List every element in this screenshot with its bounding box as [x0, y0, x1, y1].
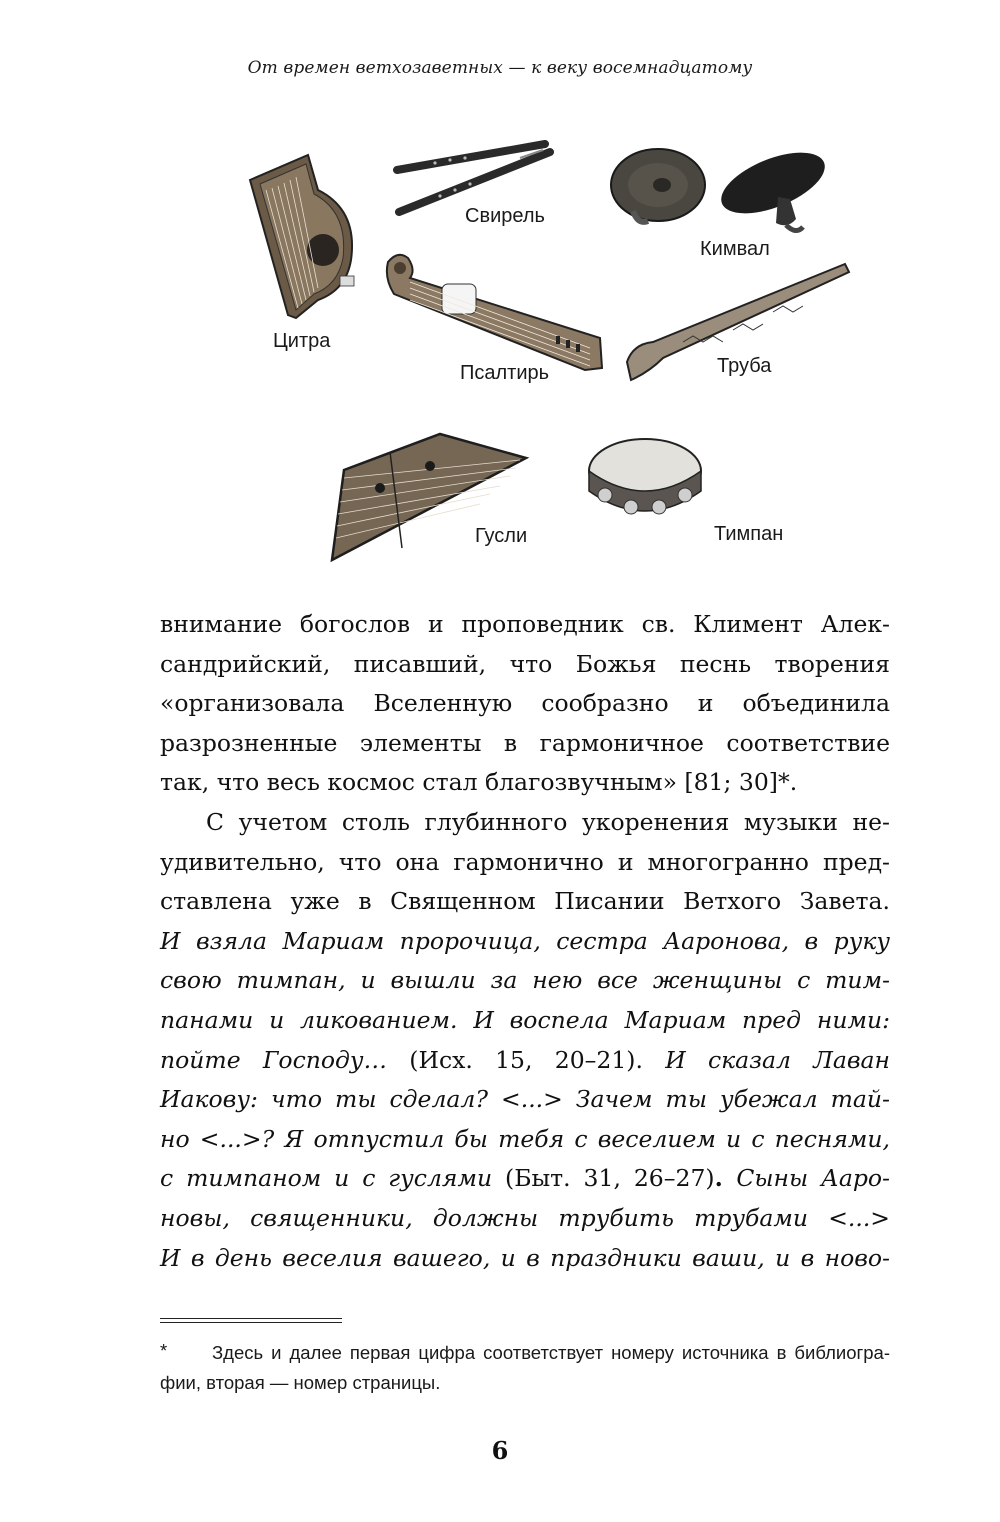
- label-gusli: Гусли: [475, 525, 528, 547]
- text-line: [160, 1159, 890, 1199]
- footnote-mark: *: [160, 1340, 168, 1361]
- text-line: так, что весь космос стал благозвучным» [81; 30]*.: [160, 768, 798, 797]
- text-line: Иакову: что ты сделал? <...> Зачем ты убежал тай-: [160, 1085, 890, 1114]
- paragraph-1: [160, 605, 890, 803]
- paragraph-2: [160, 803, 890, 1278]
- text-line: внимание богослов и проповедник св. Климент Алек-: [160, 610, 890, 638]
- label-timpan: Тимпан: [714, 523, 784, 545]
- footnote-separator: [160, 1318, 342, 1326]
- instruments-illustration: [230, 130, 870, 580]
- punctuation: .: [714, 1164, 737, 1193]
- quote-fragment: пойте Господу…: [160, 1045, 388, 1074]
- footnote-line: Здесь и далее первая цифра соответствует номеру источника в библиогра-: [212, 1342, 890, 1363]
- reference: (Исх. 15, 20–21).: [387, 1045, 666, 1074]
- footnote-line: фии, вторая — номер страницы.: [160, 1372, 441, 1393]
- label-svirel: Свирель: [465, 205, 545, 227]
- text-line: И взяла Мариам пророчица, сестра Ааронова, в руку: [160, 926, 890, 955]
- label-truba: Труба: [717, 355, 772, 377]
- text-line: ставлена уже в Священном Писании Ветхого Завета.: [160, 887, 890, 916]
- text-line: И в день веселия вашего, и в праздники ваши, и в ново-: [160, 1243, 890, 1272]
- text-line: панами и ликованием. И воспела Мариам пред ними:: [160, 1005, 890, 1034]
- text-line: «организовала Вселенную сообразно и объединила: [160, 689, 890, 718]
- body-text: [160, 605, 890, 1278]
- page-number: 6: [491, 1436, 509, 1465]
- label-citra: Цитра: [273, 330, 331, 352]
- quote-fragment: с тимпаном и с гуслями: [160, 1164, 493, 1193]
- text-line: разрозненные элементы в гармоничное соответствие: [160, 728, 890, 757]
- text-line: сандрийский, писавший, что Божья песнь творения: [160, 649, 890, 678]
- text-line: свою тимпан, и вышли за нею все женщины с тим-: [160, 966, 890, 995]
- footnote: [160, 1338, 890, 1398]
- running-title: От времен ветхозаветных — к веку восемнадцатому: [247, 58, 753, 78]
- reference: (Быт. 31, 26–27): [492, 1164, 715, 1193]
- text-line: но <...>? Я отпустил бы тебя с веселием и с песнями,: [160, 1124, 890, 1153]
- text-line: новы, священники, должны трубить трубами <...>: [160, 1203, 890, 1232]
- text-line: [160, 1041, 890, 1081]
- label-psaltir: Псалтирь: [460, 362, 550, 384]
- quote-fragment: И сказал Лаван: [665, 1045, 890, 1074]
- text-line: С учетом столь глубинного укоренения музыки не-: [206, 807, 890, 836]
- label-kimval: Кимвал: [700, 238, 770, 260]
- quote-fragment: Сыны Ааро-: [736, 1164, 890, 1193]
- text-line: удивительно, что она гармонично и многогранно пред-: [160, 847, 890, 876]
